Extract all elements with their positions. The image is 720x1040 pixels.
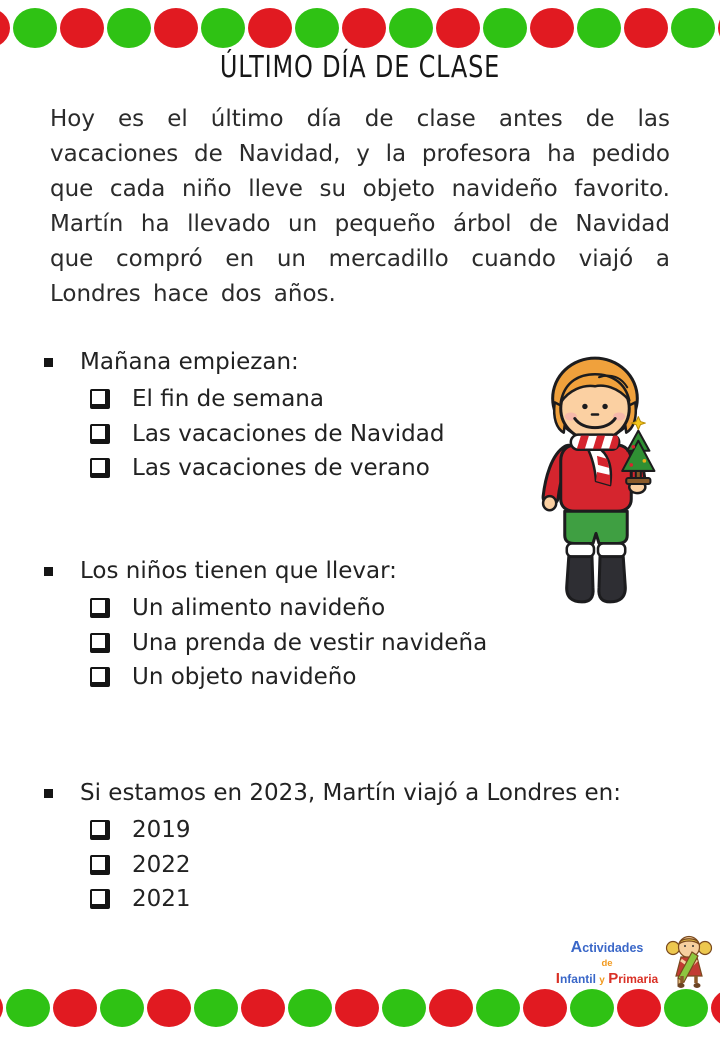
- green-dot: [671, 8, 715, 48]
- bullet-square-icon: [44, 789, 53, 798]
- question-prompt-row: [44, 777, 621, 809]
- page-title: ÚLTIMO DÍA DE CLASE: [219, 50, 501, 85]
- green-dot: [476, 989, 520, 1027]
- bottom-dots-border: [0, 988, 720, 1030]
- red-dot: [436, 8, 480, 48]
- story-paragraph: Hoy es el último día de clase antes de las vacaciones de Navidad, y la profesora ha pedido que cada niño lleve su objeto navideño favorito. Martín ha llevado un pequeño árbol de Navidad que compró en un mercadillo cuando viajó a Londres hace dos años.: [50, 106, 670, 307]
- option-label: Un alimento navideño: [132, 595, 386, 622]
- option-row: [90, 813, 621, 848]
- checkbox-icon[interactable]: [90, 820, 110, 840]
- green-dot: [483, 8, 527, 48]
- question-viaje-londres: [44, 777, 621, 917]
- option-label: Las vacaciones de Navidad: [132, 420, 445, 447]
- option-row: [90, 382, 444, 417]
- logo-girl-mascot-icon: [664, 932, 714, 990]
- option-label: Una prenda de vestir navideña: [132, 629, 488, 656]
- red-dot: [617, 989, 661, 1027]
- logo-word-infantil: Infantil: [555, 969, 596, 987]
- option-row: [90, 882, 621, 917]
- green-dot: [107, 8, 151, 48]
- option-label: Un objeto navideño: [132, 664, 357, 691]
- red-dot: [60, 8, 104, 48]
- checkbox-icon[interactable]: [90, 458, 110, 478]
- options-list: [90, 813, 621, 917]
- checkbox-icon[interactable]: [90, 424, 110, 444]
- top-dots-border: [0, 7, 720, 49]
- boy-with-christmas-tree-illustration: [536, 346, 658, 612]
- option-label: 2022: [132, 851, 191, 878]
- red-dot: [154, 8, 198, 48]
- green-dot: [6, 989, 50, 1027]
- bullet-square-icon: [44, 358, 53, 367]
- green-dot: [288, 989, 332, 1027]
- logo-word-y: y: [599, 974, 605, 986]
- checkbox-icon[interactable]: [90, 389, 110, 409]
- red-dot: [624, 8, 668, 48]
- options-list: [90, 382, 444, 486]
- green-dot: [389, 8, 433, 48]
- option-row: [90, 626, 487, 661]
- options-list: [90, 591, 487, 695]
- checkbox-icon[interactable]: [90, 667, 110, 687]
- checkbox-icon[interactable]: [90, 855, 110, 875]
- red-dot: [0, 8, 10, 48]
- red-dot: [523, 989, 567, 1027]
- red-dot: [342, 8, 386, 48]
- logo-line-infantil-primaria: [548, 970, 666, 989]
- green-dot: [570, 989, 614, 1027]
- option-row: [90, 848, 621, 883]
- option-row: [90, 591, 487, 626]
- green-dot: [100, 989, 144, 1027]
- option-label: 2021: [132, 886, 191, 913]
- checkbox-icon[interactable]: [90, 633, 110, 653]
- option-row: [90, 451, 444, 486]
- red-dot: [711, 989, 720, 1027]
- red-dot: [248, 8, 292, 48]
- option-label: El fin de semana: [132, 386, 324, 413]
- logo-line-de: de: [601, 958, 613, 969]
- question-los-ninos-llevar: [44, 555, 487, 695]
- logo-line-actividades: Actividades: [570, 939, 644, 956]
- green-dot: [295, 8, 339, 48]
- option-row: [90, 660, 487, 695]
- option-label: Las vacaciones de verano: [132, 455, 430, 482]
- question-prompt: Los niños tienen que llevar:: [80, 558, 397, 584]
- publisher-logo: [548, 938, 666, 989]
- logo-word-primaria: Primaria: [608, 969, 659, 987]
- green-dot: [201, 8, 245, 48]
- option-row: [90, 417, 444, 452]
- checkbox-icon[interactable]: [90, 889, 110, 909]
- red-dot: [335, 989, 379, 1027]
- green-dot: [194, 989, 238, 1027]
- bullet-square-icon: [44, 567, 53, 576]
- question-prompt-row: [44, 555, 487, 587]
- checkbox-icon[interactable]: [90, 598, 110, 618]
- question-manana-empiezan: [44, 346, 444, 486]
- green-dot: [13, 8, 57, 48]
- question-prompt: Mañana empiezan:: [80, 349, 299, 375]
- red-dot: [147, 989, 191, 1027]
- red-dot: [241, 989, 285, 1027]
- red-dot: [53, 989, 97, 1027]
- green-dot: [382, 989, 426, 1027]
- question-prompt: Si estamos en 2023, Martín viajó a Londres en:: [80, 780, 622, 806]
- question-prompt-row: [44, 346, 444, 378]
- green-dot: [577, 8, 621, 48]
- red-dot: [429, 989, 473, 1027]
- option-label: 2019: [132, 817, 191, 844]
- red-dot: [530, 8, 574, 48]
- green-dot: [664, 989, 708, 1027]
- red-dot: [0, 989, 3, 1027]
